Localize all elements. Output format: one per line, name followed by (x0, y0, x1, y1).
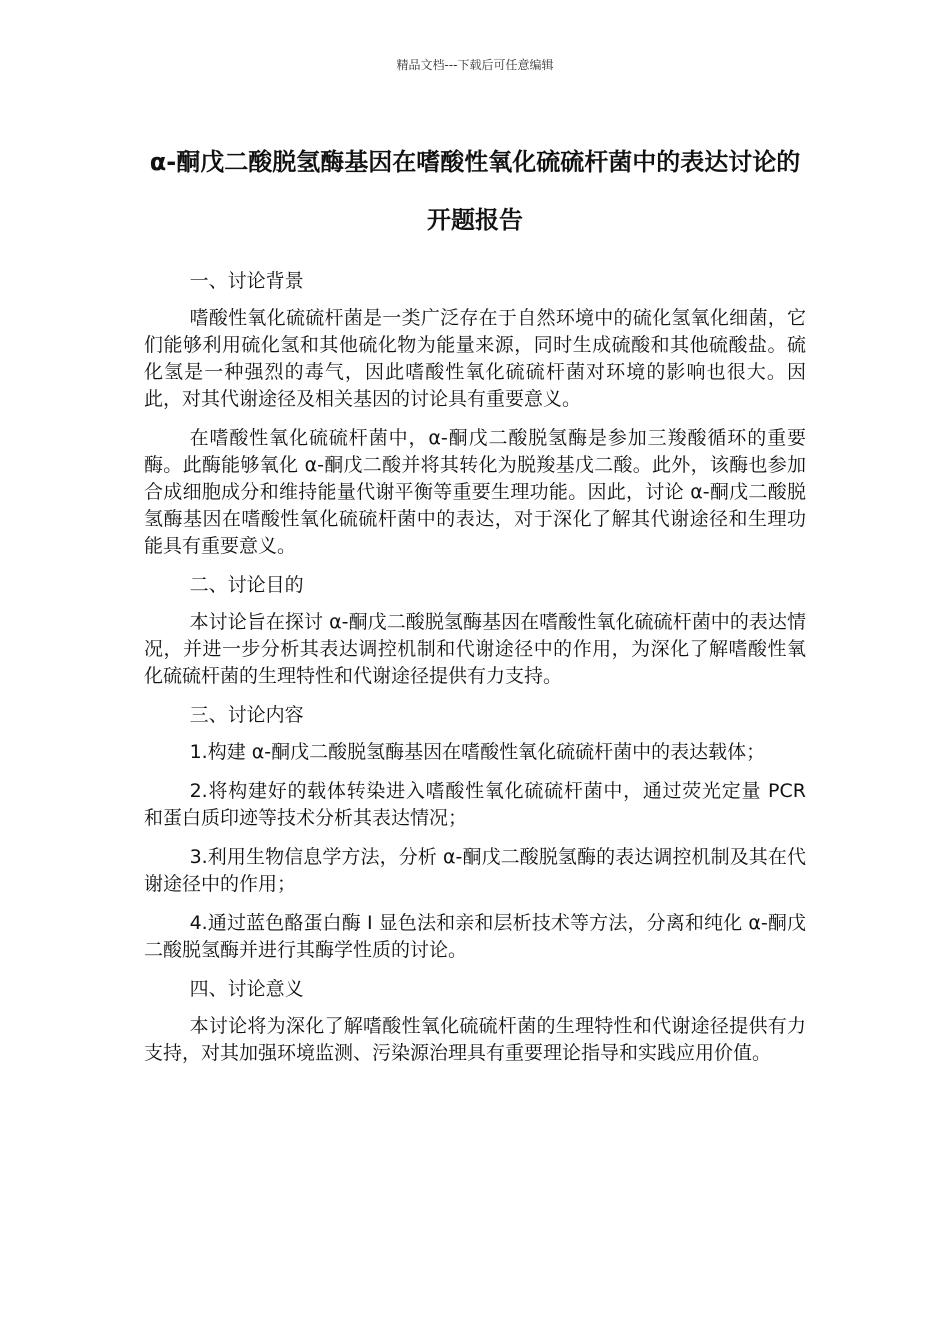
content-item-4: 4.通过蓝色酪蛋白酶 I 显色法和亲和层析技术等方法，分离和纯化 α-酮戊二酸脱氢酶并进行其酶学性质的讨论。 (144, 912, 806, 961)
document-body (144, 268, 806, 1079)
section-heading-background: 一、讨论背景 (189, 270, 304, 292)
purpose-paragraph: 本讨论旨在探讨 α-酮戊二酸脱氢酶基因在嗜酸性氧化硫硫杆菌中的表达情况，并进一步分析其表达调控机制和代谢途径中的作用，为深化了解嗜酸性氧化硫硫杆菌的生理特性和代谢途径提供有力支持。 (144, 611, 806, 687)
content-item-3: 3.利用生物信息学方法，分析 α-酮戊二酸脱氢酶的表达调控机制及其在代谢途径中的作用； (144, 846, 806, 895)
page-header: 精品文档---下载后可任意编辑 (396, 58, 554, 72)
content-item-2: 2.将构建好的载体转染进入嗜酸性氧化硫硫杆菌中，通过荧光定量 PCR 和蛋白质印迹等技术分析其表达情况； (144, 780, 806, 829)
document-title: α-酮戊二酸脱氢酶基因在嗜酸性氧化硫硫杆菌中的表达讨论的开题报告 (149, 148, 801, 234)
significance-paragraph: 本讨论将为深化了解嗜酸性氧化硫硫杆菌的生理特性和代谢途径提供有力支持，对其加强环境监测、污染源治理具有重要理论指导和实践应用价值。 (144, 1015, 806, 1064)
section-heading-purpose: 二、讨论目的 (189, 574, 304, 596)
section-heading-content: 三、讨论内容 (189, 704, 304, 726)
section-heading-significance: 四、讨论意义 (189, 978, 304, 1000)
background-paragraph-1: 嗜酸性氧化硫硫杆菌是一类广泛存在于自然环境中的硫化氢氧化细菌，它们能够利用硫化氢和其他硫化物为能量来源，同时生成硫酸和其他硫酸盐。硫化氢是一种强烈的毒气，因此嗜酸性氧化硫硫杆菌对环境的影响也很大。因此，对其代谢途径及相关基因的讨论具有重要意义。 (144, 307, 806, 410)
content-item-1: 1.构建 α-酮戊二酸脱氢酶基因在嗜酸性氧化硫硫杆菌中的表达载体； (189, 741, 766, 763)
background-paragraph-2: 在嗜酸性氧化硫硫杆菌中，α-酮戊二酸脱氢酶是参加三羧酸循环的重要酶。此酶能够氧化 α-酮戊二酸并将其转化为脱羧基戊二酸。此外，该酶也参加合成细胞成分和维持能量代谢平衡等重要生理功能。因此，讨论 α-酮戊二酸脱氢酶基因在嗜酸性氧化硫硫杆菌中的表达，对于深化了解其代谢途径和生理功能具有重要意义。 (144, 427, 806, 557)
